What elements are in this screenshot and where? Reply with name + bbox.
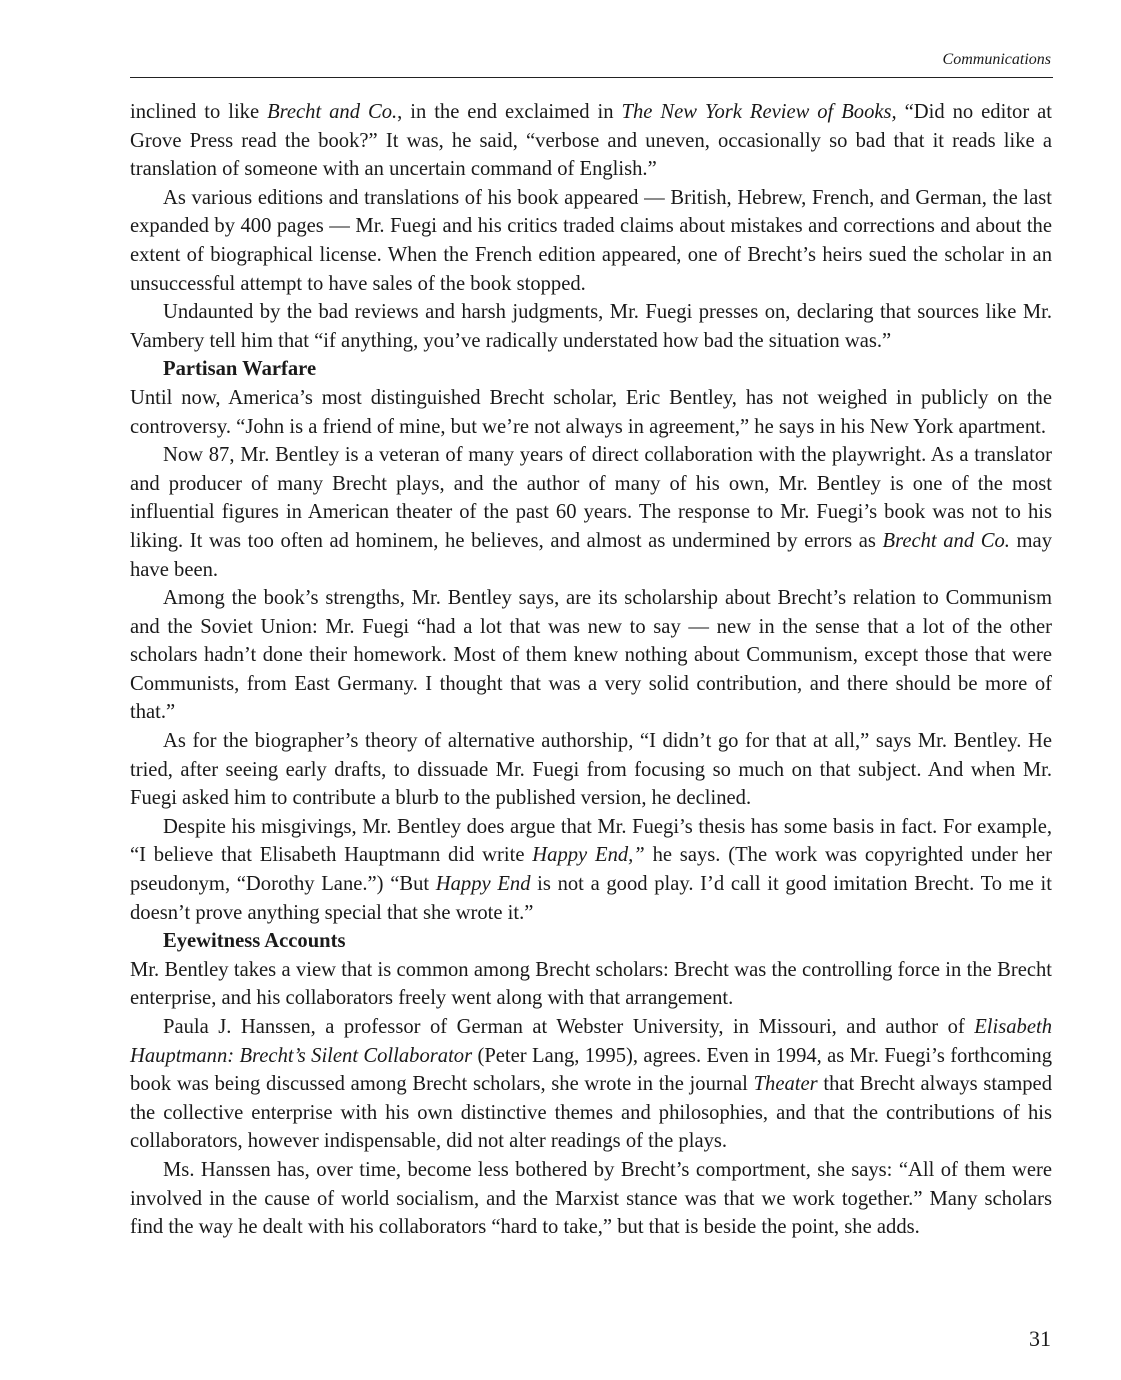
article-body <box>130 98 1052 1242</box>
text-run: Despite his misgivings, Mr. Bentley does argue that Mr. Fuegi’s thesis has some basis in fact. For example, “I believe that Elisabeth Hauptmann did write <box>130 815 1052 867</box>
paragraph <box>130 813 1052 927</box>
page-number: 31 <box>1029 1326 1051 1351</box>
paragraph <box>130 727 1052 813</box>
text-run: may have been. <box>130 529 1052 581</box>
text-run: As for the biographer’s theory of alternative authorship, “I didn’t go for that at all,” says Mr. Bentley. He tried, after seeing early drafts, to dissuade Mr. Fuegi from focusing so much on that subject. And when Mr. Fuegi asked him to contribute a blurb to the published version, he declined. <box>130 730 1052 810</box>
text-run: Undaunted by the bad reviews and harsh judgments, Mr. Fuegi presses on, declaring that sources like Mr. Vambery tell him that “if anything, you’ve radically understated how bad the situation was.” <box>130 301 1052 352</box>
text-run: Mr. Bentley takes a view that is common among Brecht scholars: Brecht was the controlling force in the Brecht enterprise, and his collaborators freely went along with that arrangement. <box>130 958 1052 1010</box>
text-run: is not a good play. I’d call it good imitation Brecht. To me it doesn’t prove anything special that she wrote it.” <box>130 873 1052 924</box>
text-run: inclined to like <box>130 101 268 123</box>
header-rule <box>130 77 1053 78</box>
text-run: that Brecht always stamped the collective enterprise with his own distinctive themes and philosophies, and that the contributions of his collaborators, however indispensable, did not alter readings of the plays. <box>130 1073 1052 1153</box>
text-run: , in the end exclaimed in <box>397 101 622 123</box>
text-run: Until now, America’s most distinguished Brecht scholar, Eric Bentley, has not weighed in publicly on the controversy. “John is a friend of mine, but we’re not always in agreement,” he says in his New York apartment. <box>130 386 1052 438</box>
paragraph <box>130 98 1052 184</box>
running-head: Communications <box>942 51 1051 68</box>
section-heading-partisan-warfare: Partisan Warfare <box>163 358 317 381</box>
paragraph <box>130 1013 1052 1156</box>
italic-text-run: Brecht and Co. <box>882 529 1010 552</box>
italic-text-run: Elisabeth Hauptmann: Brecht’s Silent Collaborator <box>130 1016 1052 1067</box>
text-run: Paula J. Hanssen, a professor of German at Webster University, in Missouri, and author of <box>163 1016 975 1038</box>
italic-text-run: Brecht and Co. <box>267 101 398 123</box>
text-run: As various editions and translations of his book appeared — British, Hebrew, French, and German, the last expanded by 400 pages — Mr. Fuegi and his critics traded claims about mistakes and corrections and about the extent of biographical license. When the French edition appeared, one of Brecht’s heirs sued the scholar in an unsuccessful attempt to have sales of the book stopped. <box>130 186 1052 295</box>
paragraph <box>130 584 1052 727</box>
italic-text-run: Happy End <box>435 873 531 896</box>
text-run: Now 87, Mr. Bentley is a veteran of many years of direct collaboration with the playwright. As a translator and producer of many Brecht plays, and the author of many of his own, Mr. Bentley is one of the most influential figures in American theater of the past 60 years. The response to Mr. Fuegi’s book was not to his liking. It was too often ad hominem, he believes, and almost as undermined by errors as <box>130 444 1052 552</box>
text-run: Ms. Hanssen has, over time, become less bothered by Brecht’s comportment, she says: “All of them were involved in the cause of world socialism, and the Marxist stance was that we work together.” Many scholars find the way he dealt with his collaborators “hard to take,” but that is beside the point, she adds. <box>130 1158 1052 1239</box>
paragraph <box>130 441 1052 584</box>
paragraph <box>130 956 1052 1013</box>
italic-text-run: Theater <box>753 1073 818 1096</box>
italic-text-run: Happy End,” <box>532 844 645 867</box>
paragraph <box>130 1156 1052 1242</box>
text-run: he says. (The work was copyrighted under her pseudonym, “Dorothy Lane.”) “But <box>130 844 1052 896</box>
section-heading-eyewitness-accounts: Eyewitness Accounts <box>163 930 346 953</box>
italic-text-run: The New York Review of Books, <box>621 101 897 123</box>
paragraph <box>130 298 1052 355</box>
paragraph <box>130 384 1052 441</box>
text-run: “Did no editor at Grove Press read the book?” It was, he said, “verbose and uneven, occasionally so bad that it reads like a translation of someone with an uncertain command of English.” <box>130 101 1052 181</box>
paragraph <box>130 184 1052 298</box>
text-run: Among the book’s strengths, Mr. Bentley says, are its scholarship about Brecht’s relation to Communism and the Soviet Union: Mr. Fuegi “had a lot that was new to say — new in the sense that a lot of the other scholars hadn’t done their homework. Most of them knew nothing about Communism, except those that were Communists, from East Germany. I thought that was a very solid contribution, and there should be more of that.” <box>130 587 1052 724</box>
text-run: (Peter Lang, 1995), agrees. Even in 1994, as Mr. Fuegi’s forthcoming book was being discussed among Brecht scholars, she wrote in the journal <box>130 1044 1052 1096</box>
